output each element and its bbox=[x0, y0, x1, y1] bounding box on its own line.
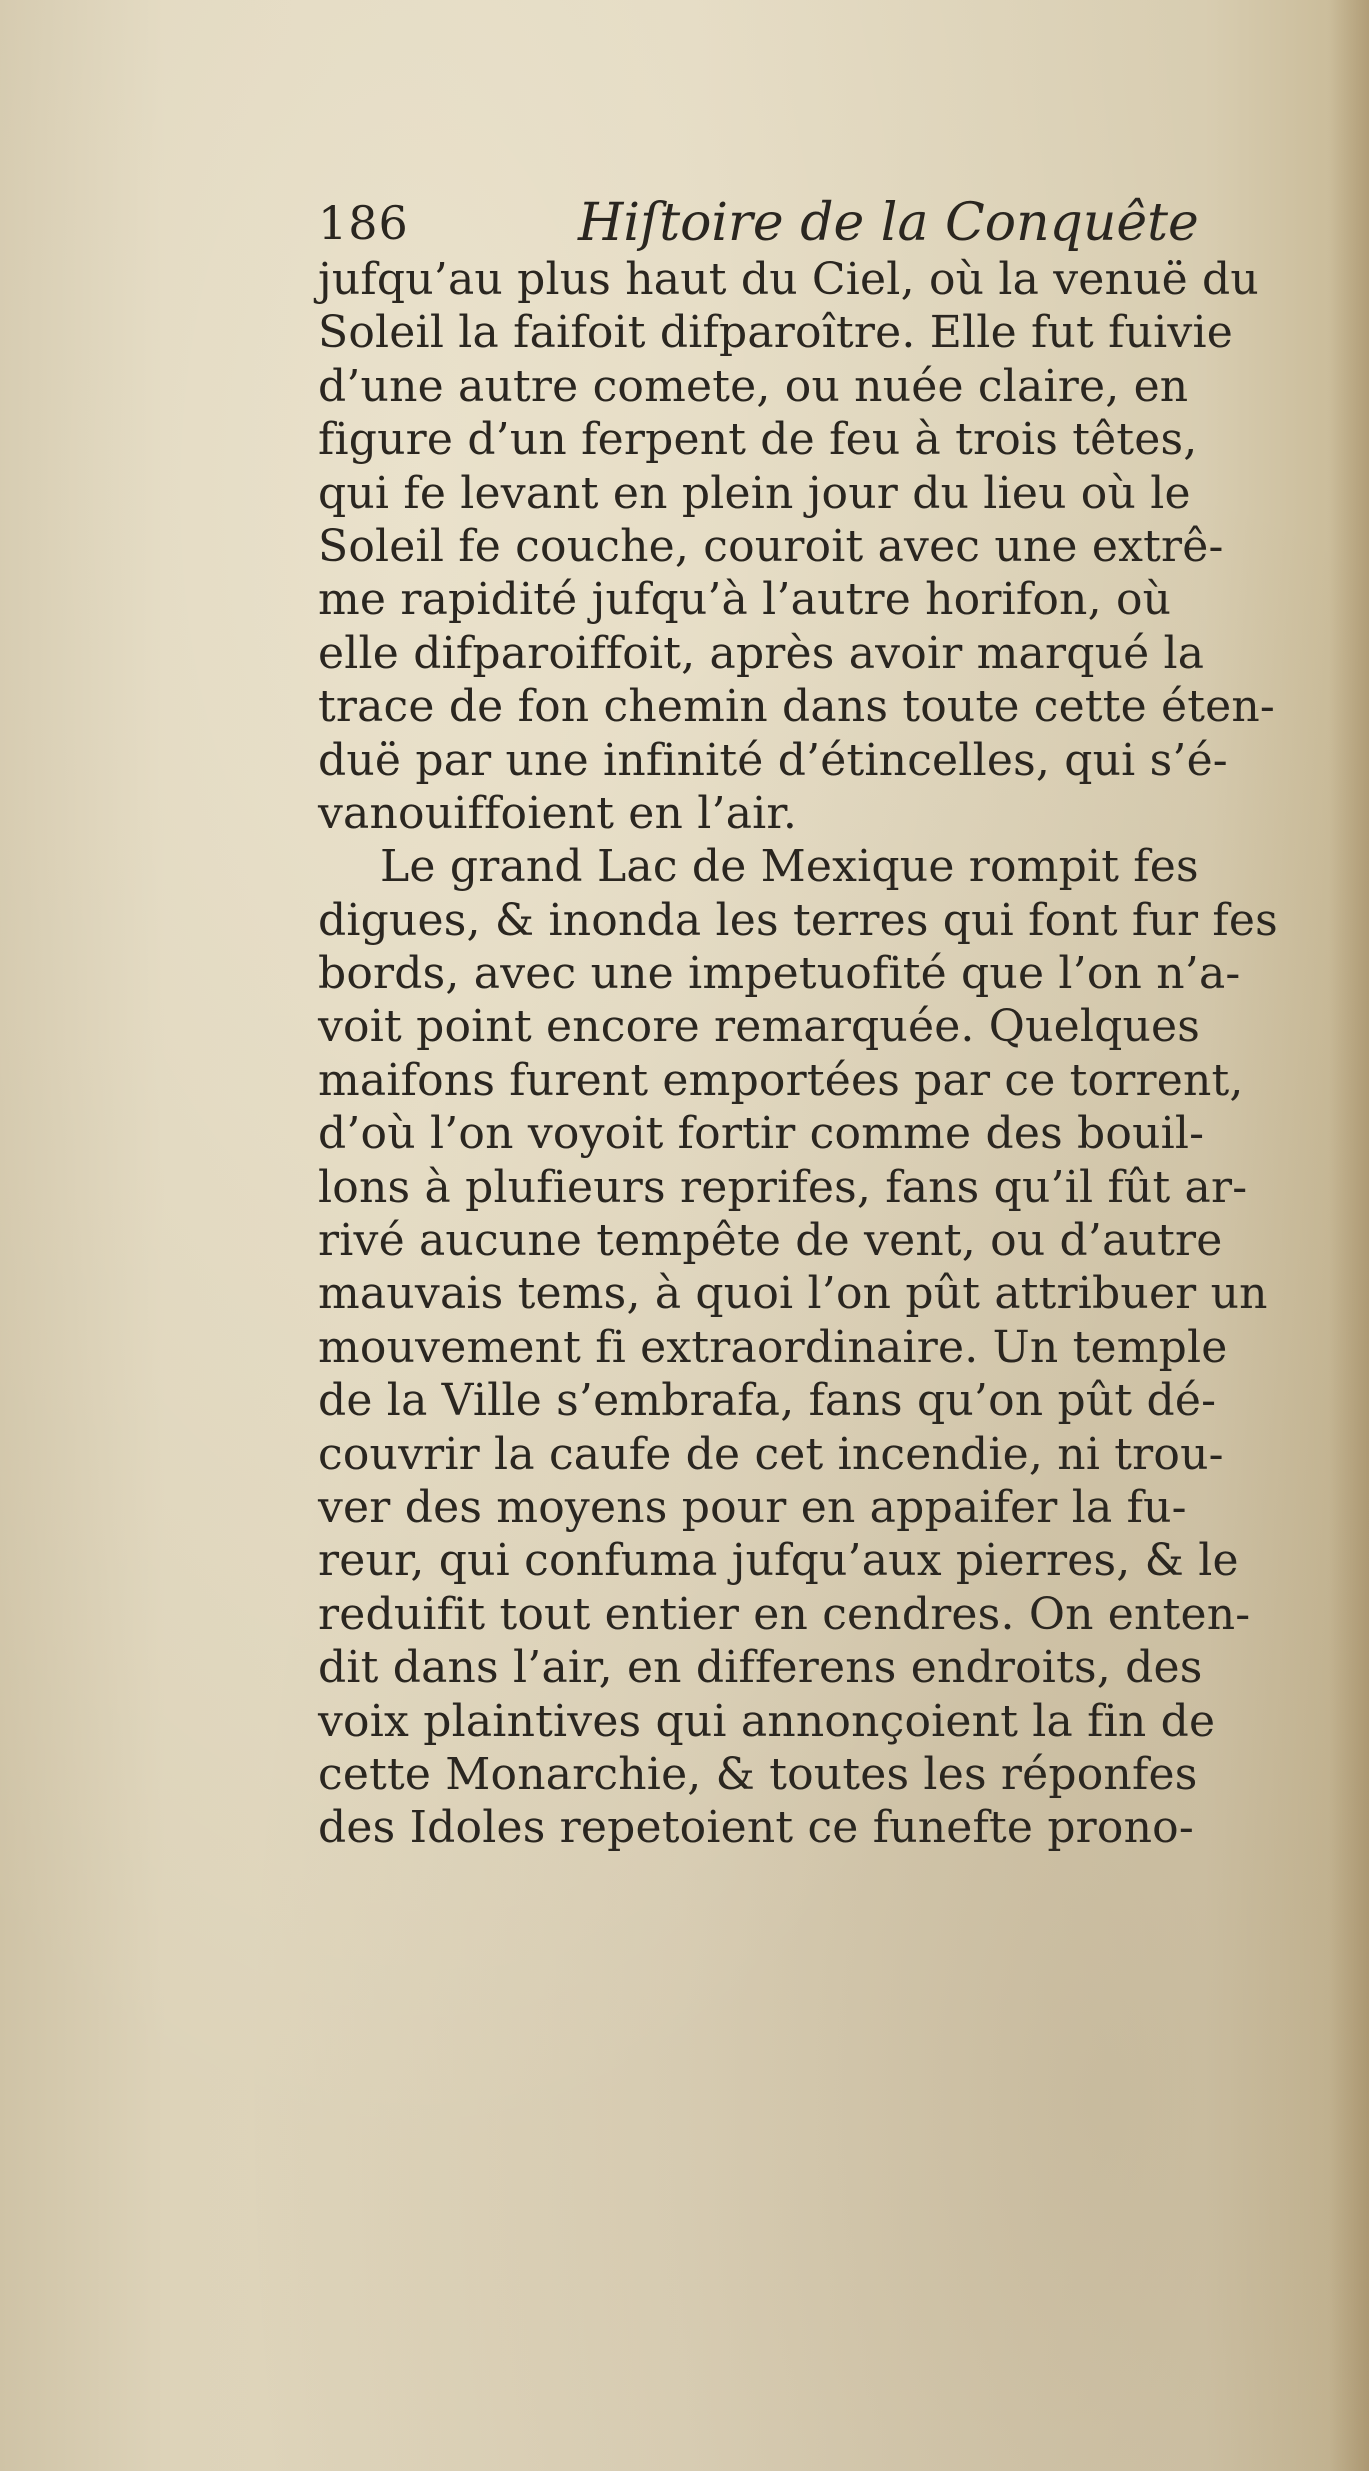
text-line: d’une autre comete, ou nuée claire, en bbox=[318, 360, 1189, 412]
text-line: jufqu’au plus haut du Ciel, où la venuë du bbox=[318, 254, 1259, 305]
text-line: d’où l’on voyoit fortir comme des bouil- bbox=[318, 1108, 1205, 1160]
text-line: duë par une infinité d’étincelles, qui s’é- bbox=[318, 734, 1228, 786]
paragraph-start-line: Le grand Lac de Mexique rompit fes bbox=[380, 841, 1199, 893]
text-line: voix plaintives qui annonçoient la fin de bbox=[318, 1695, 1216, 1747]
text-line: maifons furent emportées par ce torrent, bbox=[318, 1054, 1244, 1106]
text-line: reur, qui confuma jufqu’aux pierres, & le bbox=[318, 1535, 1239, 1587]
text-line: lons à plufieurs reprifes, fans qu’il fût ar- bbox=[318, 1161, 1248, 1213]
running-title: Hiſtoire de la Conquête bbox=[578, 193, 1199, 253]
text-line: de la Ville s’embrafa, fans qu’on pût dé- bbox=[318, 1375, 1217, 1427]
text-line: Soleil fe couche, couroit avec une extrê- bbox=[318, 520, 1224, 572]
text-line: Soleil la faifoit difparoître. Elle fut fuivie bbox=[318, 307, 1233, 359]
body-text bbox=[318, 253, 1369, 1855]
text-line: vanouiffoient en l’air. bbox=[318, 787, 798, 839]
text-line: reduifit tout entier en cendres. On enten- bbox=[318, 1588, 1251, 1640]
text-line: bords, avec une impetuofité que l’on n’a- bbox=[318, 948, 1241, 1000]
text-line: mouvement fi extraordinaire. Un temple bbox=[318, 1321, 1228, 1373]
text-line: digues, & inonda les terres qui font fur fes bbox=[318, 894, 1278, 946]
text-line: rivé aucune tempête de vent, ou d’autre bbox=[318, 1215, 1223, 1267]
text-line: couvrir la caufe de cet incendie, ni trou- bbox=[318, 1428, 1224, 1480]
page-number: 186 bbox=[318, 196, 409, 250]
text-line: qui fe levant en plein jour du lieu où le bbox=[318, 467, 1191, 519]
text-line: dit dans l’air, en differens endroits, des bbox=[318, 1642, 1203, 1694]
text-line: voit point encore remarquée. Quelques bbox=[318, 1001, 1201, 1053]
text-line: trace de fon chemin dans toute cette éten- bbox=[318, 681, 1275, 733]
text-line: mauvais tems, à quoi l’on pût attribuer un bbox=[318, 1268, 1268, 1320]
text-line: me rapidité jufqu’à l’autre horifon, où bbox=[318, 574, 1172, 626]
text-line: des Idoles repetoient ce funefte prono- bbox=[318, 1802, 1194, 1854]
text-line: ver des moyens pour en appaifer la fu- bbox=[318, 1481, 1187, 1533]
running-head bbox=[318, 188, 1318, 258]
text-line: cette Monarchie, & toutes les réponfes bbox=[318, 1748, 1198, 1800]
text-line: elle difparoiffoit, après avoir marqué la bbox=[318, 627, 1205, 679]
text-line: figure d’un ferpent de feu à trois têtes, bbox=[318, 414, 1198, 466]
